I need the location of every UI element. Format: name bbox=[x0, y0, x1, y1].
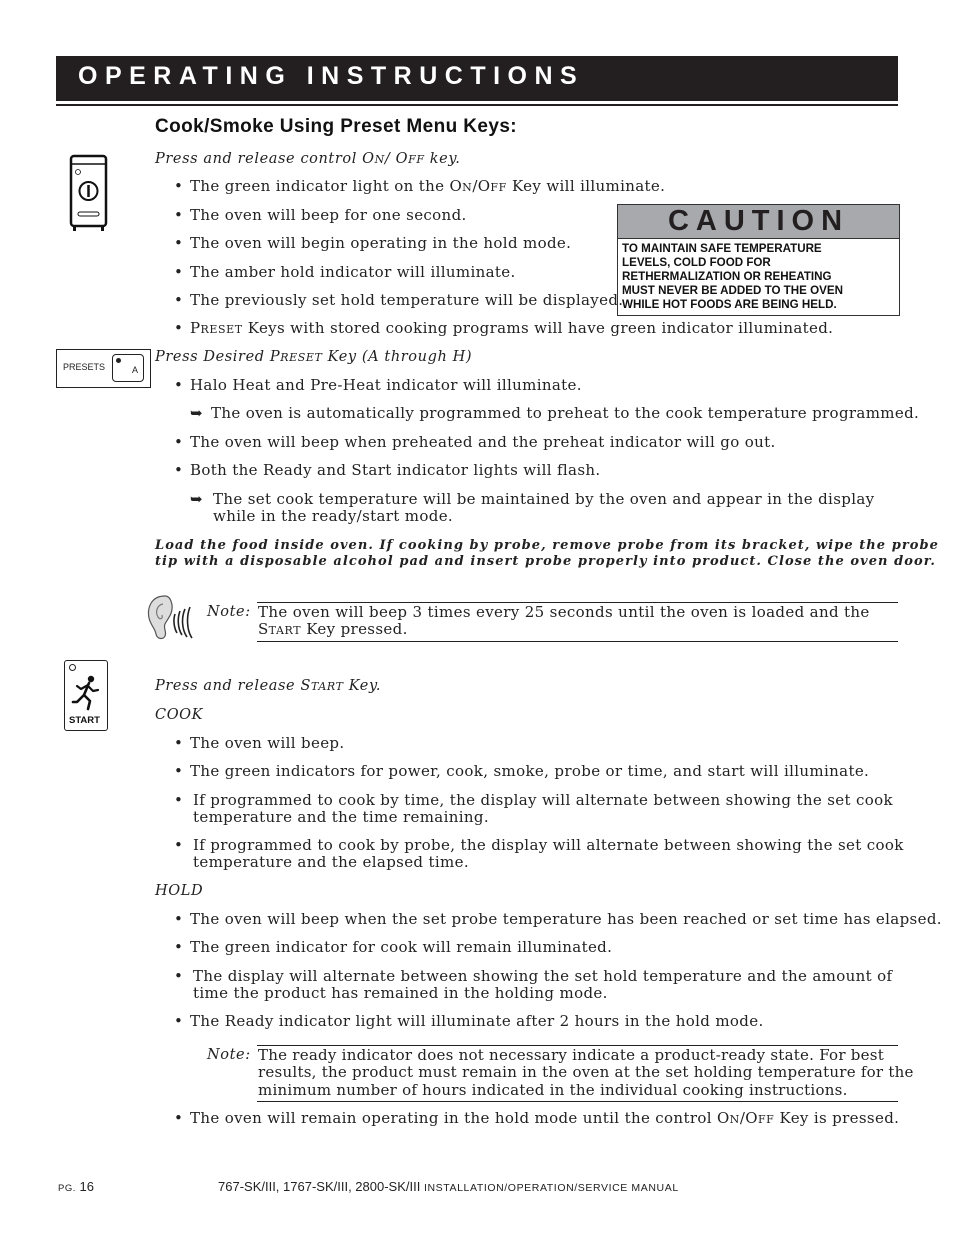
bullet-dot: • bbox=[174, 1012, 184, 1030]
hold-heading: HOLD bbox=[155, 883, 204, 899]
step3-instruction: Press and release START Key. bbox=[155, 678, 382, 694]
presets-key-label: PRESETS bbox=[63, 362, 106, 372]
page-banner bbox=[56, 56, 898, 101]
load-instruction-line1: Load the food inside oven. If cooking by probe, remove probe from its bracket, wipe the probe bbox=[155, 538, 939, 553]
bullet-dot: • bbox=[174, 836, 184, 854]
caution-box bbox=[617, 204, 900, 316]
list-item-line1: The display will alternate between showing the set hold temperature and the amount of bbox=[193, 967, 893, 985]
banner-rule bbox=[56, 104, 898, 106]
list-item: The oven will begin operating in the hold mode. bbox=[190, 234, 572, 252]
list-item: The amber hold indicator will illuminate. bbox=[190, 263, 516, 281]
preset-a-letter: A bbox=[132, 365, 139, 375]
bullet-dot: • bbox=[174, 263, 184, 281]
note-text-line2: START Key pressed. bbox=[258, 620, 408, 638]
on-off-key-icon bbox=[69, 154, 109, 232]
note-bottom-rule bbox=[257, 641, 898, 642]
note-label: Note: bbox=[207, 1047, 251, 1063]
bullet-dot: • bbox=[174, 319, 184, 337]
list-item: The green indicator for cook will remain illuminated. bbox=[190, 938, 613, 956]
caution-header bbox=[618, 205, 899, 239]
list-item-line2: temperature and the elapsed time. bbox=[193, 853, 469, 871]
caution-title: CAUTION bbox=[667, 205, 850, 237]
list-item: The Ready indicator light will illuminate after 2 hours in the hold mode. bbox=[190, 1012, 764, 1030]
list-item-line2: time the product has remained in the holding mode. bbox=[193, 984, 608, 1002]
bullet-dot: • bbox=[174, 762, 184, 780]
list-item: The green indicator light on the ON/OFF Key will illuminate. bbox=[190, 177, 666, 195]
list-item: The oven will beep when preheated and the preheat indicator will go out. bbox=[190, 433, 776, 451]
start-key-icon bbox=[64, 660, 108, 731]
bullet-dot: • bbox=[174, 177, 184, 195]
note-bottom-rule bbox=[257, 1101, 898, 1102]
list-item: The oven will beep when the set probe temperature has been reached or set time has elapsed. bbox=[190, 910, 942, 928]
indicator-dot-icon bbox=[69, 664, 76, 671]
list-item: The oven will remain operating in the hold mode until the control ON/OFF Key is pressed. bbox=[190, 1109, 900, 1127]
bullet-dot: • bbox=[174, 967, 184, 985]
list-item-line1: If programmed to cook by probe, the display will alternate between showing the set cook bbox=[193, 836, 904, 854]
list-item-line1: If programmed to cook by time, the display will alternate between showing the set cook bbox=[193, 791, 893, 809]
list-item: The green indicators for power, cook, smoke, probe or time, and start will illuminate. bbox=[190, 762, 870, 780]
note-text-line2: results, the product must remain in the oven at the set holding temperature for the bbox=[258, 1063, 914, 1081]
caution-text: TO MAINTAIN SAFE TEMPERATURE LEVELS, COLD FOOD FOR RETHERMALIZATION OR REHEATING MUST NEVER BE ADDED TO THE OVEN WHILE HOT FOODS ARE BEING HELD. bbox=[622, 242, 843, 311]
bullet-dot: • bbox=[174, 461, 184, 479]
banner-title: OPERATING INSTRUCTIONS bbox=[78, 62, 585, 90]
list-item: Halo Heat and Pre-Heat indicator will illuminate. bbox=[190, 376, 582, 394]
arrow-icon: ➥ bbox=[190, 490, 203, 508]
bullet-dot: • bbox=[174, 938, 184, 956]
list-item: Both the Ready and Start indicator lights will flash. bbox=[190, 461, 601, 479]
bullet-dot: • bbox=[174, 433, 184, 451]
running-person-icon bbox=[71, 675, 101, 711]
bullet-dot: • bbox=[174, 291, 184, 309]
note-text-line1: The oven will beep 3 times every 25 seconds until the oven is loaded and the bbox=[258, 603, 870, 621]
list-item: PRESET Keys with stored cooking programs will have green indicator illuminated. bbox=[190, 319, 834, 337]
manual-title: 767-SK/III, 1767-SK/III, 2800-SK/III INSTALLATION/OPERATION/SERVICE MANUAL bbox=[218, 1179, 679, 1194]
note-label: Note: bbox=[207, 604, 251, 620]
bullet-dot: • bbox=[174, 1109, 184, 1127]
step2-instruction: Press Desired PRESET Key (A through H) bbox=[155, 349, 473, 365]
presets-key-icon bbox=[56, 349, 151, 388]
arrow-note: The oven is automatically programmed to preheat to the cook temperature programmed. bbox=[211, 404, 920, 422]
cook-heading: COOK bbox=[155, 707, 204, 723]
bullet-dot: • bbox=[174, 734, 184, 752]
arrow-note-line2: while in the ready/start mode. bbox=[213, 507, 454, 525]
page-number: PG. 16 bbox=[58, 1179, 94, 1194]
list-item: The oven will beep for one second. bbox=[190, 206, 467, 224]
bullet-dot: • bbox=[174, 206, 184, 224]
indicator-dot-icon bbox=[116, 358, 121, 363]
arrow-note-line1: The set cook temperature will be maintained by the oven and appear in the display bbox=[213, 490, 875, 508]
start-key-label: START bbox=[69, 715, 100, 726]
bullet-dot: • bbox=[174, 791, 184, 809]
load-instruction-line2: tip with a disposable alcohol pad and insert probe properly into product. Close the oven door. bbox=[155, 554, 936, 569]
section-heading: Cook/Smoke Using Preset Menu Keys: bbox=[155, 116, 518, 137]
list-item-line2: temperature and the time remaining. bbox=[193, 808, 489, 826]
preset-a-button bbox=[112, 354, 144, 382]
bullet-dot: • bbox=[174, 234, 184, 252]
ear-icon bbox=[143, 592, 195, 642]
arrow-icon: ➥ bbox=[190, 404, 203, 422]
bullet-dot: • bbox=[174, 376, 184, 394]
bullet-dot: • bbox=[174, 910, 184, 928]
list-item: The previously set hold temperature will be displayed. bbox=[190, 291, 624, 309]
note-text-line3: minimum number of hours indicated in the individual cooking instructions. bbox=[258, 1081, 848, 1099]
step1-instruction: Press and release control ON/ OFF key. bbox=[155, 151, 461, 167]
note-text-line1: The ready indicator does not necessary indicate a product-ready state. For best bbox=[258, 1046, 884, 1064]
list-item: The oven will beep. bbox=[190, 734, 345, 752]
